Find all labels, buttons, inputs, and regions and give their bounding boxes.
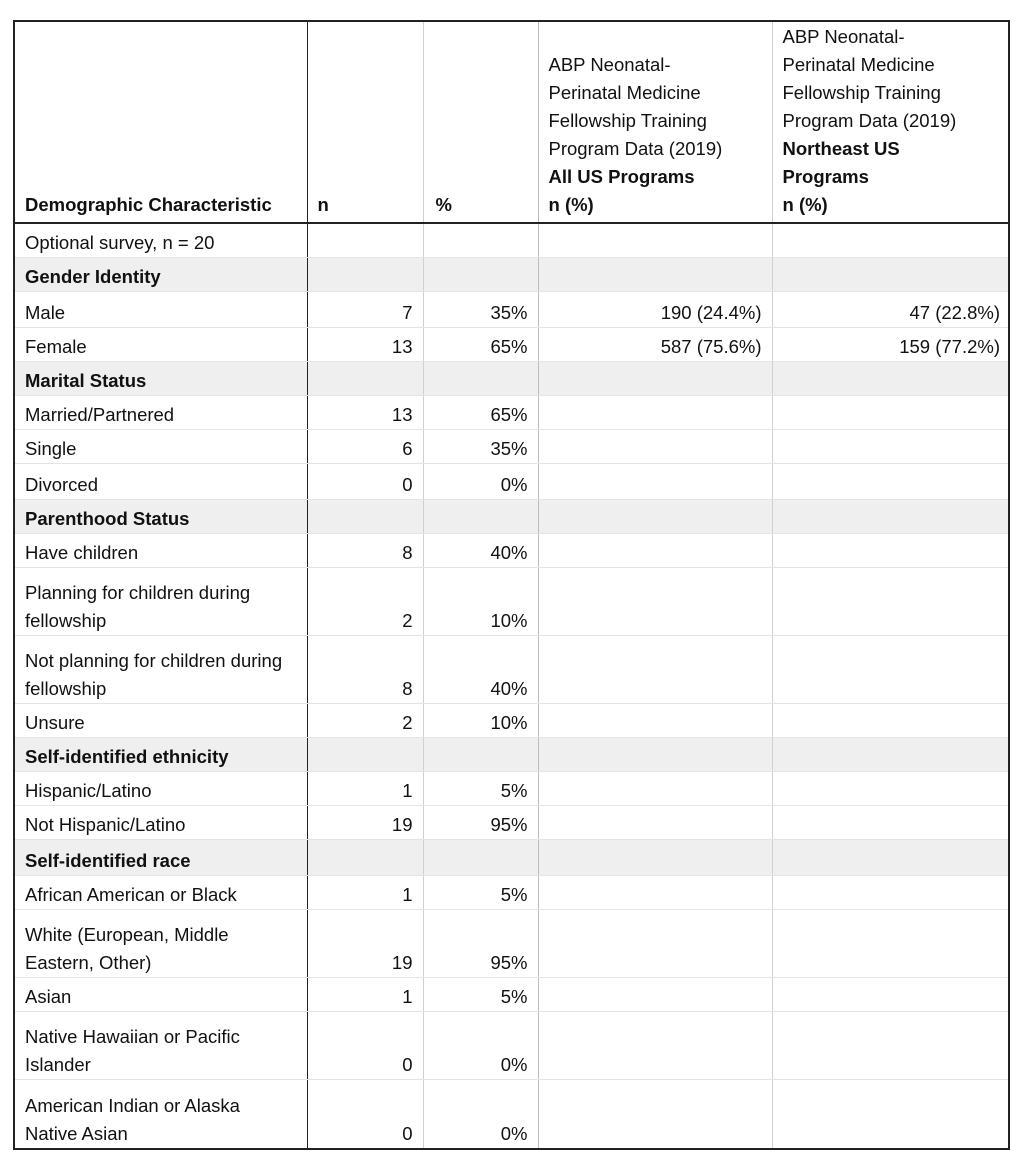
percent-value <box>423 257 538 291</box>
northeast-value <box>772 463 1009 499</box>
n-value: 0 <box>307 1011 423 1079</box>
all-us-value <box>538 567 772 635</box>
northeast-value <box>772 875 1009 909</box>
percent-value: 5% <box>423 977 538 1011</box>
header-abp-northeast: ABP Neonatal- Perinatal Medicine Fellowship Training Program Data (2019) Northeast US Programs n (%) <box>772 21 1009 223</box>
n-value: 8 <box>307 533 423 567</box>
northeast-value <box>772 567 1009 635</box>
percent-value: 95% <box>423 909 538 977</box>
row-label: Self-identified race <box>14 839 307 875</box>
row-label: Married/Partnered <box>14 395 307 429</box>
table-row <box>14 703 1009 737</box>
percent-value <box>423 223 538 257</box>
all-us-value <box>538 737 772 771</box>
all-us-value <box>538 635 772 703</box>
percent-value: 65% <box>423 395 538 429</box>
row-label: Divorced <box>14 463 307 499</box>
all-us-value <box>538 909 772 977</box>
n-value: 13 <box>307 395 423 429</box>
demographics-table <box>13 20 1010 1150</box>
n-value: 7 <box>307 291 423 327</box>
n-value: 8 <box>307 635 423 703</box>
all-us-value <box>538 463 772 499</box>
table-row <box>14 805 1009 839</box>
n-value <box>307 223 423 257</box>
n-value: 0 <box>307 1079 423 1149</box>
percent-value: 5% <box>423 771 538 805</box>
n-value: 6 <box>307 429 423 463</box>
section-row <box>14 361 1009 395</box>
percent-value: 10% <box>423 703 538 737</box>
row-label: African American or Black <box>14 875 307 909</box>
northeast-value <box>772 635 1009 703</box>
table-row <box>14 909 1009 977</box>
all-us-value <box>538 977 772 1011</box>
northeast-value <box>772 499 1009 533</box>
northeast-value <box>772 361 1009 395</box>
row-label: Self-identified ethnicity <box>14 737 307 771</box>
row-label: Not Hispanic/Latino <box>14 805 307 839</box>
all-us-value <box>538 361 772 395</box>
n-value: 1 <box>307 771 423 805</box>
n-value: 1 <box>307 977 423 1011</box>
section-row <box>14 737 1009 771</box>
row-label: American Indian or Alaska Native Asian <box>14 1079 307 1149</box>
n-value: 2 <box>307 703 423 737</box>
row-label: Not planning for children during fellowship <box>14 635 307 703</box>
percent-value: 5% <box>423 875 538 909</box>
row-label: Single <box>14 429 307 463</box>
all-us-value: 190 (24.4%) <box>538 291 772 327</box>
northeast-value <box>772 1011 1009 1079</box>
northeast-value <box>772 977 1009 1011</box>
section-row <box>14 257 1009 291</box>
table-row <box>14 977 1009 1011</box>
northeast-value <box>772 805 1009 839</box>
row-label: Male <box>14 291 307 327</box>
percent-value <box>423 361 538 395</box>
table-row <box>14 875 1009 909</box>
table-row <box>14 533 1009 567</box>
percent-value: 40% <box>423 533 538 567</box>
percent-value: 35% <box>423 291 538 327</box>
n-value <box>307 839 423 875</box>
percent-value: 0% <box>423 1079 538 1149</box>
header-row <box>14 21 1009 223</box>
header-n: n <box>307 21 423 223</box>
all-us-value <box>538 875 772 909</box>
row-label: Hispanic/Latino <box>14 771 307 805</box>
all-us-value: 587 (75.6%) <box>538 327 772 361</box>
table-row <box>14 463 1009 499</box>
row-label: Planning for children during fellowship <box>14 567 307 635</box>
row-label: Unsure <box>14 703 307 737</box>
northeast-value <box>772 395 1009 429</box>
percent-value: 40% <box>423 635 538 703</box>
row-label: Parenthood Status <box>14 499 307 533</box>
all-us-value <box>538 395 772 429</box>
n-value: 1 <box>307 875 423 909</box>
percent-value: 0% <box>423 463 538 499</box>
header-percent: % <box>423 21 538 223</box>
row-label: Female <box>14 327 307 361</box>
northeast-value: 159 (77.2%) <box>772 327 1009 361</box>
all-us-value <box>538 1079 772 1149</box>
percent-value: 35% <box>423 429 538 463</box>
percent-value <box>423 737 538 771</box>
percent-value: 10% <box>423 567 538 635</box>
percent-value: 95% <box>423 805 538 839</box>
table-row <box>14 635 1009 703</box>
n-value: 19 <box>307 909 423 977</box>
table-row <box>14 395 1009 429</box>
all-us-value <box>538 703 772 737</box>
row-label: Marital Status <box>14 361 307 395</box>
northeast-value <box>772 257 1009 291</box>
percent-value: 65% <box>423 327 538 361</box>
all-us-value <box>538 223 772 257</box>
n-value <box>307 499 423 533</box>
row-label: Native Hawaiian or Pacific Islander <box>14 1011 307 1079</box>
section-row <box>14 499 1009 533</box>
northeast-value <box>772 909 1009 977</box>
n-value <box>307 737 423 771</box>
table-row <box>14 223 1009 257</box>
northeast-value <box>772 703 1009 737</box>
header-characteristic: Demographic Characteristic <box>14 21 307 223</box>
all-us-value <box>538 499 772 533</box>
percent-value: 0% <box>423 1011 538 1079</box>
all-us-value <box>538 839 772 875</box>
all-us-value <box>538 429 772 463</box>
n-value: 0 <box>307 463 423 499</box>
table-row <box>14 429 1009 463</box>
all-us-value <box>538 771 772 805</box>
all-us-value <box>538 1011 772 1079</box>
northeast-value <box>772 1079 1009 1149</box>
row-label: Gender Identity <box>14 257 307 291</box>
percent-value <box>423 839 538 875</box>
northeast-value <box>772 223 1009 257</box>
header-abp-all-us: ABP Neonatal- Perinatal Medicine Fellowship Training Program Data (2019) All US Programs n (%) <box>538 21 772 223</box>
row-label: White (European, Middle Eastern, Other) <box>14 909 307 977</box>
table-row <box>14 1011 1009 1079</box>
percent-value <box>423 499 538 533</box>
table-row <box>14 1079 1009 1149</box>
table-row <box>14 771 1009 805</box>
table-row <box>14 327 1009 361</box>
northeast-value <box>772 737 1009 771</box>
all-us-value <box>538 805 772 839</box>
all-us-value <box>538 257 772 291</box>
section-row <box>14 839 1009 875</box>
row-label: Asian <box>14 977 307 1011</box>
table-row <box>14 567 1009 635</box>
northeast-value <box>772 429 1009 463</box>
row-label: Optional survey, n = 20 <box>14 223 307 257</box>
n-value: 2 <box>307 567 423 635</box>
n-value <box>307 361 423 395</box>
table-body <box>14 223 1009 1149</box>
northeast-value <box>772 771 1009 805</box>
northeast-value <box>772 533 1009 567</box>
all-us-value <box>538 533 772 567</box>
n-value: 13 <box>307 327 423 361</box>
northeast-value: 47 (22.8%) <box>772 291 1009 327</box>
northeast-value <box>772 839 1009 875</box>
n-value: 19 <box>307 805 423 839</box>
table-row <box>14 291 1009 327</box>
row-label: Have children <box>14 533 307 567</box>
n-value <box>307 257 423 291</box>
